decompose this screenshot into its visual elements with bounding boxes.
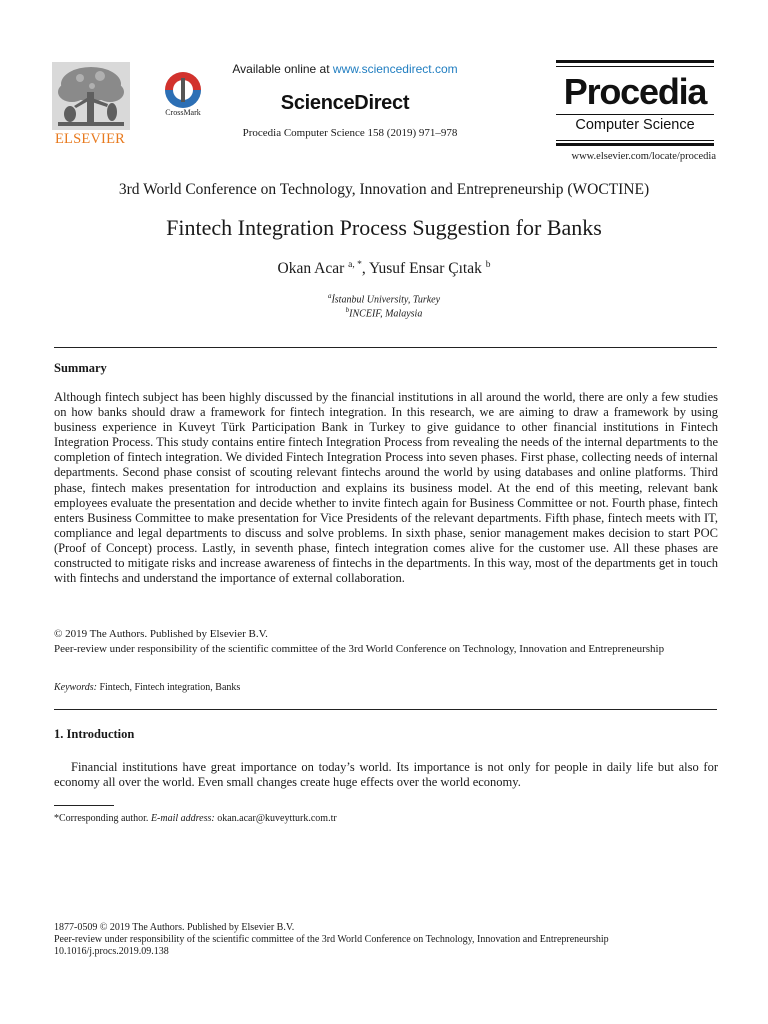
section-divider: [54, 709, 717, 710]
affiliation-mark: b: [345, 306, 350, 314]
procedia-bottom-thin-rule: [556, 140, 714, 141]
procedia-logo: [556, 60, 714, 147]
procedia-title: Procedia: [563, 71, 707, 112]
keywords-line: [54, 682, 240, 693]
author-list: [0, 260, 768, 278]
peer-review-notice: Peer-review under responsibility of the scientific committee of the 3rd World Conference on Technology, Innovation and Entrepreneurship: [54, 643, 665, 655]
email-label: E-mail address:: [150, 813, 215, 824]
corresponding-author-footnote: [54, 813, 337, 824]
procedia-bottom-rule: [556, 143, 714, 146]
affiliation-line: [0, 292, 768, 305]
paper-title: Fintech Integration Process Suggestion for Banks: [166, 215, 602, 240]
procedia-top-rule: [556, 60, 714, 63]
doi-link[interactable]: 10.1016/j.procs.2019.09.138: [54, 946, 169, 958]
available-online-line: [200, 62, 490, 76]
footer-peer-review-line: Peer-review under responsibility of the scientific committee of the 3rd World Conference on Technology, Innovation and Entrepreneurship: [54, 934, 609, 946]
footnote-prefix: *Corresponding author.: [54, 813, 151, 824]
summary-heading: Summary: [54, 361, 107, 375]
affiliation-line: [0, 306, 768, 319]
available-online-prefix: Available online at: [232, 62, 333, 76]
copyright-notice: © 2019 The Authors. Published by Elsevier B.V.: [54, 628, 268, 640]
procedia-mid-rule: [556, 114, 714, 115]
affiliation-text: İstanbul University, Turkey: [331, 294, 441, 306]
author-name: Yusuf Ensar Çıtak: [369, 260, 482, 278]
keywords-values: Fintech, Fintech integration, Banks: [96, 682, 241, 693]
affiliation-mark: a: [327, 292, 332, 300]
affiliation-text: INCEIF, Malaysia: [349, 308, 423, 320]
sciencedirect-link[interactable]: www.sciencedirect.com: [332, 62, 458, 76]
publisher-wordmark: ELSEVIER: [54, 131, 126, 147]
author-name: Okan Acar: [277, 260, 345, 278]
summary-paragraph: Although fintech subject has been highly discussed by the financial institutions in all around the world, there are only a few studies on how banks should draw a framework for fintech integration. In this research, we are aiming to draw a framework by using business experience in Kuveyt Türk Participation Bank in Turkey to give guidance to other financial institutions in Fintech Integration Process. This study contains entire fintech Integration Process from revealing the needs of the internal departments to the completion of fintech integration. We divided Fintech Integration Process into seven phases. First phase, collecting needs of internal departments. Second phase consist of scouting relevant fintechs around the world by using databases and online platforms. Third phase, fintech makes presentation for introduction and explains its business model. At the end of this meeting, relevant bank employees evaluate the presentation and decide whether to invite fintech again for Business Committee or not. Fourth phase, fintech enters Business Committee to make presentation for Vice Presidents of the relevant departments. Fifth phase, fintech meets with IT, compliance and legal departments to discuss and solve problems. In sixth phase, senior management makes decision to start POC (Proof of Concept) process. Lastly, in seventh phase, fintech integration comes alive for the customer use. All these phases are constructed to mitigate risks and increase awareness of fintechs in the departments. In this way, most of the departments get in touch with fintechs and understand the importance of external collaboration.: [54, 390, 718, 586]
section-divider: [54, 347, 717, 348]
crossmark-label: CrossMark: [165, 108, 201, 117]
procedia-subtitle: Computer Science: [575, 117, 695, 133]
sciencedirect-wordmark: ScienceDirect: [280, 92, 410, 114]
author-affiliation-mark: b: [485, 260, 491, 270]
journal-citation: Procedia Computer Science 158 (2019) 971–978: [242, 127, 458, 139]
keywords-label: Keywords:: [54, 682, 97, 693]
introduction-heading: 1. Introduction: [54, 727, 135, 741]
publication-footer: [54, 922, 724, 959]
footnote-divider: [54, 805, 114, 806]
procedia-url-link[interactable]: www.elsevier.com/locate/procedia: [571, 151, 716, 162]
introduction-paragraph: Financial institutions have great importance on today’s world. Its importance is not only for people in daily life but also for economy all over the world. Even small changes create huge effects over the world economy.: [54, 760, 718, 790]
issn-line: 1877-0509 © 2019 The Authors. Published by Elsevier B.V.: [54, 922, 295, 933]
author-affiliation-mark: a, *: [348, 260, 362, 270]
conference-name: 3rd World Conference on Technology, Innovation and Entrepreneurship (WOCTINE): [118, 181, 650, 198]
email-address[interactable]: okan.acar@kuveytturk.com.tr: [214, 813, 337, 824]
author-separator: ,: [361, 260, 370, 278]
procedia-top-thin-rule: [556, 66, 714, 67]
